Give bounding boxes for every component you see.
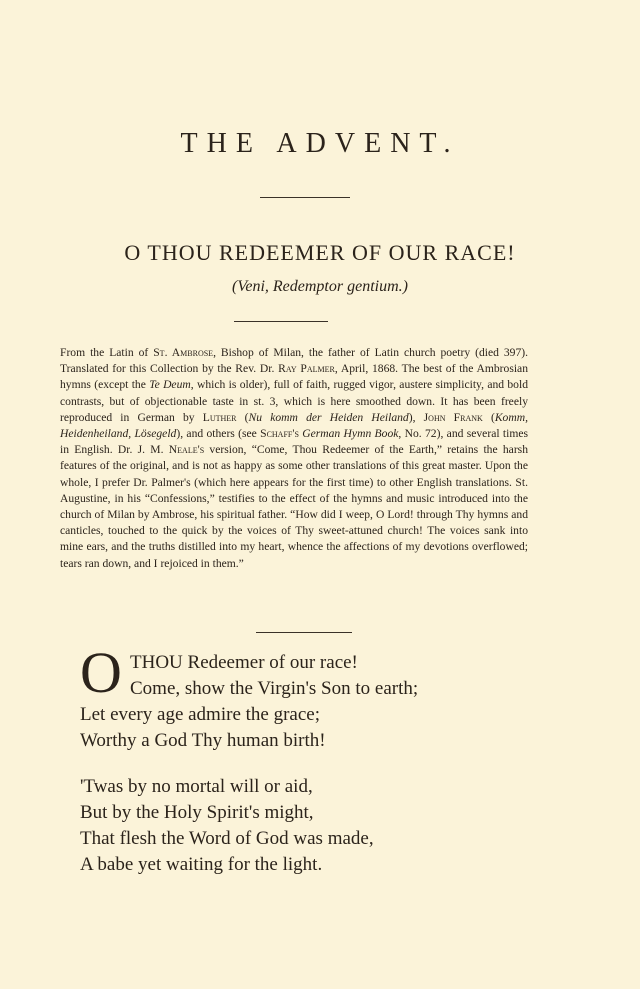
verse-line: That flesh the Word of God was made,	[80, 828, 374, 849]
intro-text: From the Latin of	[60, 346, 154, 359]
verse-line: 'Twas by no mortal will or aid,	[80, 776, 313, 797]
person-name: Schaff's	[260, 427, 299, 441]
section-rule	[260, 197, 350, 198]
verse-line: A babe yet waiting for the light.	[80, 854, 323, 875]
intro-text: , Bishop of Milan, the father of Latin church poetry (died 397). Translated for this Collection by the Rev. Dr.	[60, 346, 529, 376]
hymn-title: O THOU REDEEMER OF OUR RACE!	[124, 240, 516, 265]
stanza-1	[80, 650, 418, 754]
section-title: THE ADVENT.	[180, 128, 460, 159]
latin-title: (Veni, Redemptor gentium.)	[232, 278, 408, 295]
intro-text: , No. 72), and several times in English. Dr. J. M.	[60, 427, 528, 457]
title-rule	[234, 321, 328, 322]
work-title: Komm, Heidenheiland, Lösegeld	[60, 410, 528, 441]
intro-text: (	[236, 410, 249, 424]
intro-text: version, “Come, Thou Redeemer of the Earth,” retains the harsh features of the original, and is not as happy as some other translations of this great master. Upon the whole, I prefer Dr. Palmer's (which here appears for the first time) to other English translations. St. Augustine, in his “Confessions,” testifies to the effect of the hymns and music introduced into the church of Milan by Ambrose, his spiritual father. “How did I weep, O Lord! through Thy hymns and canticles, touched to the quick by the voices of Thy sweet-attuned church! The voices sank into mine ears, and the truths distilled into my heart, whence the affections of my devotions overflowed; tears ran down, and I rejoiced in them.”	[60, 443, 528, 570]
introduction-note	[60, 345, 528, 572]
work-title: German Hymn Book	[302, 427, 399, 441]
author-name: St. Ambrose	[153, 346, 214, 359]
intro-text: ), and others (see	[176, 427, 261, 441]
verse-line: Let every age admire the grace;	[80, 704, 320, 725]
intro-text: (	[482, 410, 495, 424]
stanza-2	[80, 774, 374, 878]
verse-line: THOU Redeemer of our race!	[130, 652, 358, 673]
person-name: Luther	[202, 410, 237, 424]
work-title: Nu komm der Heiden Heiland	[248, 410, 409, 424]
intro-text: , which is older), full of faith, rugged vigor, austere simplicity, and bold contrasts, but of objectionable taste in st. 3, which is here smoothed down. It has been freely reproduced in German by	[60, 378, 528, 424]
verse-line: Come, show the Virgin's Son to earth;	[130, 678, 419, 699]
intro-rule	[256, 632, 352, 633]
verse-line: But by the Holy Spirit's might,	[80, 802, 314, 823]
drop-cap: O	[80, 640, 122, 705]
translator-name: Ray Palmer	[278, 362, 335, 376]
person-name: John Frank	[423, 410, 483, 424]
intro-text: , April, 1868. The best of the Ambrosian hymns (except the	[60, 362, 528, 392]
intro-text: ),	[408, 410, 424, 424]
person-name: Neale's	[168, 443, 205, 457]
verse-line: Worthy a God Thy human birth!	[80, 730, 326, 751]
work-title: Te Deum	[149, 378, 191, 392]
